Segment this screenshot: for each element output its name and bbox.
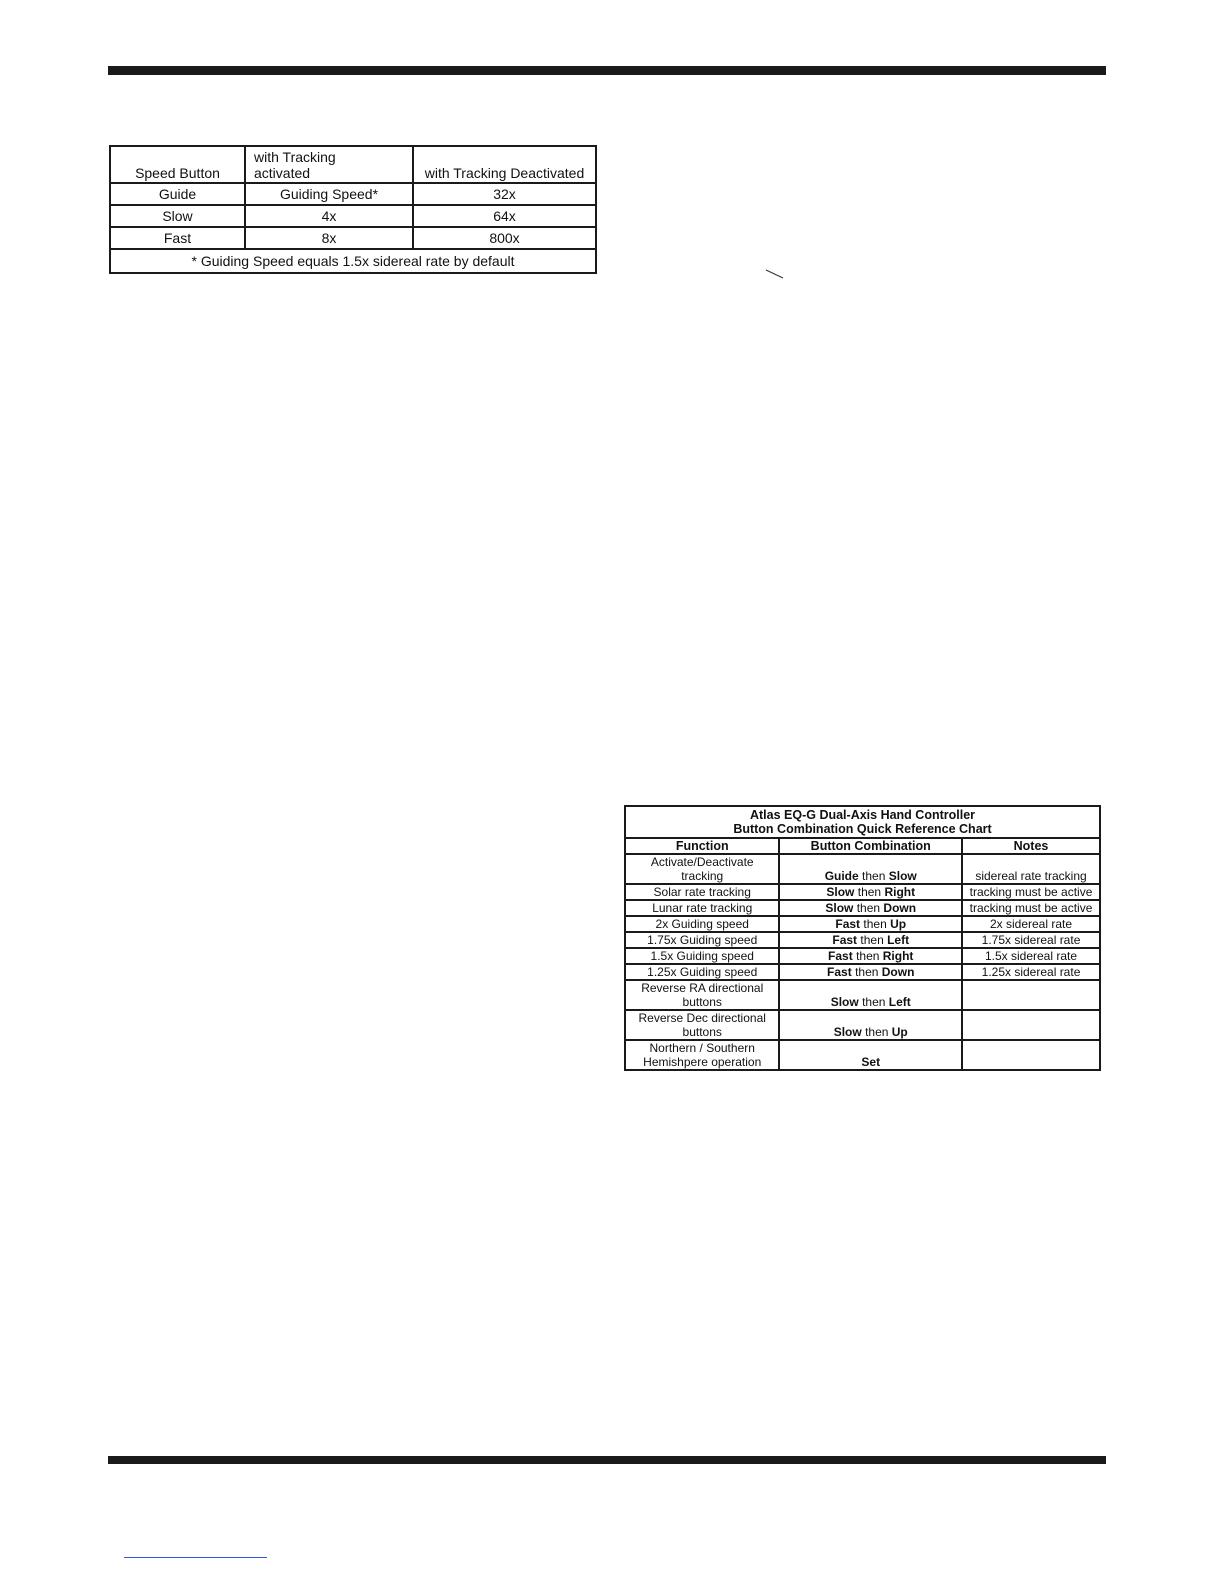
- function-cell: [625, 948, 779, 964]
- header-tracking-activated-text: with Tracking activated: [254, 149, 336, 181]
- speed-cell: Slow: [110, 205, 245, 227]
- then-word: then: [857, 885, 882, 899]
- then-word: then: [863, 917, 887, 931]
- header-function: Function: [625, 838, 779, 854]
- function-cell: [625, 900, 779, 916]
- button-combination-cell: [779, 964, 962, 980]
- button-combination-cell: [779, 900, 962, 916]
- function-cell: [625, 1040, 779, 1070]
- chart-title-line2: Button Combination Quick Reference Chart: [733, 822, 992, 836]
- second-button: Slow: [888, 869, 917, 883]
- second-button: Left: [887, 933, 910, 947]
- function-line: Hemishpere operation: [643, 1055, 762, 1069]
- speed-cell: 8x: [245, 227, 413, 249]
- function-cell: [625, 932, 779, 948]
- chart-row: [625, 1040, 1100, 1070]
- function-line: Solar rate tracking: [653, 885, 751, 899]
- first-button: Fast: [827, 965, 852, 979]
- button-combination-cell: [779, 932, 962, 948]
- chart-row: [625, 932, 1100, 948]
- chart-row: [625, 854, 1100, 884]
- then-word: then: [862, 995, 886, 1009]
- notes-cell: [962, 980, 1100, 1010]
- function-line: Lunar rate tracking: [652, 901, 753, 915]
- second-button: Left: [888, 995, 911, 1009]
- speed-cell: Guiding Speed*: [245, 183, 413, 205]
- first-button: Fast: [832, 933, 858, 947]
- chart-row: [625, 916, 1100, 932]
- chart-row: [625, 900, 1100, 916]
- notes-cell: [962, 1010, 1100, 1040]
- header-rule: [108, 66, 1106, 75]
- function-line: Reverse RA directional: [641, 981, 764, 995]
- speed-cell: 64x: [413, 205, 596, 227]
- notes-cell: 1.75x sidereal rate: [962, 932, 1100, 948]
- header-tracking-deactivated: with Tracking Deactivated: [413, 146, 596, 183]
- function-cell: [625, 964, 779, 980]
- speed-table-footnote: * Guiding Speed equals 1.5x sidereal rate by default: [110, 249, 596, 273]
- second-button: Up: [890, 917, 907, 931]
- speed-button-table: [109, 145, 597, 274]
- function-line: 1.25x Guiding speed: [647, 965, 758, 979]
- second-button: Right: [884, 885, 916, 899]
- speed-table-row: [110, 205, 596, 227]
- button-combination-cell: [779, 980, 962, 1010]
- header-button-combination: Button Combination: [779, 838, 962, 854]
- function-line: 1.5x Guiding speed: [650, 949, 754, 963]
- chart-title-row: [625, 806, 1100, 838]
- function-cell: [625, 884, 779, 900]
- speed-table-row: [110, 227, 596, 249]
- function-line: buttons: [682, 995, 722, 1009]
- first-button: Slow: [830, 995, 859, 1009]
- chart-title-line1: Atlas EQ-G Dual-Axis Hand Controller: [749, 808, 976, 822]
- function-cell: [625, 916, 779, 932]
- notes-cell: 1.25x sidereal rate: [962, 964, 1100, 980]
- chart-row: [625, 884, 1100, 900]
- function-line: 1.75x Guiding speed: [647, 933, 758, 947]
- speed-cell: Guide: [110, 183, 245, 205]
- notes-cell: [962, 1040, 1100, 1070]
- function-line: Northern / Southern: [649, 1041, 755, 1055]
- function-cell: [625, 1010, 779, 1040]
- first-button: Guide: [824, 869, 859, 883]
- notes-cell: tracking must be active: [962, 884, 1100, 900]
- first-button: Slow: [826, 885, 855, 899]
- speed-table-footnote-row: [110, 249, 596, 273]
- first-button: Slow: [833, 1025, 862, 1039]
- then-word: then: [862, 869, 886, 883]
- second-button: Right: [882, 949, 914, 963]
- first-button: Set: [861, 1055, 881, 1069]
- then-word: then: [856, 949, 880, 963]
- speed-cell: 32x: [413, 183, 596, 205]
- then-word: then: [856, 901, 881, 915]
- speed-cell: 4x: [245, 205, 413, 227]
- second-button: Up: [891, 1025, 908, 1039]
- speed-table-row: [110, 183, 596, 205]
- chart-rows: [625, 854, 1100, 1070]
- header-tracking-activated: [245, 146, 413, 183]
- function-line: tracking: [681, 869, 724, 883]
- speed-table-header-row: [110, 146, 596, 183]
- speed-cell: Fast: [110, 227, 245, 249]
- function-line: buttons: [682, 1025, 722, 1039]
- notes-cell: 1.5x sidereal rate: [962, 948, 1100, 964]
- function-line: 2x Guiding speed: [655, 917, 749, 931]
- button-combination-cell: [779, 1010, 962, 1040]
- function-cell: [625, 854, 779, 884]
- chart-title: [625, 806, 1100, 838]
- first-button: Fast: [828, 949, 853, 963]
- chart-column-headers: [625, 838, 1100, 854]
- header-speed-button: Speed Button: [110, 146, 245, 183]
- function-line: Reverse Dec directional: [638, 1011, 766, 1025]
- then-word: then: [865, 1025, 889, 1039]
- button-combination-cell: [779, 948, 962, 964]
- function-line: Activate/Deactivate: [650, 855, 754, 869]
- second-button: Down: [881, 965, 915, 979]
- notes-cell: tracking must be active: [962, 900, 1100, 916]
- function-cell: [625, 980, 779, 1010]
- stray-pen-mark: [764, 268, 786, 280]
- chart-row: [625, 980, 1100, 1010]
- chart-row: [625, 964, 1100, 980]
- first-button: Fast: [835, 917, 861, 931]
- notes-cell: 2x sidereal rate: [962, 916, 1100, 932]
- footer-link-underline[interactable]: [124, 1557, 267, 1558]
- button-combination-cell: [779, 854, 962, 884]
- quick-reference-chart: [624, 805, 1101, 1071]
- chart-row: [625, 948, 1100, 964]
- button-combination-cell: [779, 916, 962, 932]
- speed-cell: 800x: [413, 227, 596, 249]
- header-notes: Notes: [962, 838, 1100, 854]
- then-word: then: [855, 965, 879, 979]
- second-button: Down: [883, 901, 917, 915]
- button-combination-cell: [779, 1040, 962, 1070]
- then-word: then: [860, 933, 884, 947]
- footer-rule: [108, 1456, 1106, 1464]
- chart-row: [625, 1010, 1100, 1040]
- first-button: Slow: [825, 901, 854, 915]
- notes-cell: sidereal rate tracking: [962, 854, 1100, 884]
- button-combination-cell: [779, 884, 962, 900]
